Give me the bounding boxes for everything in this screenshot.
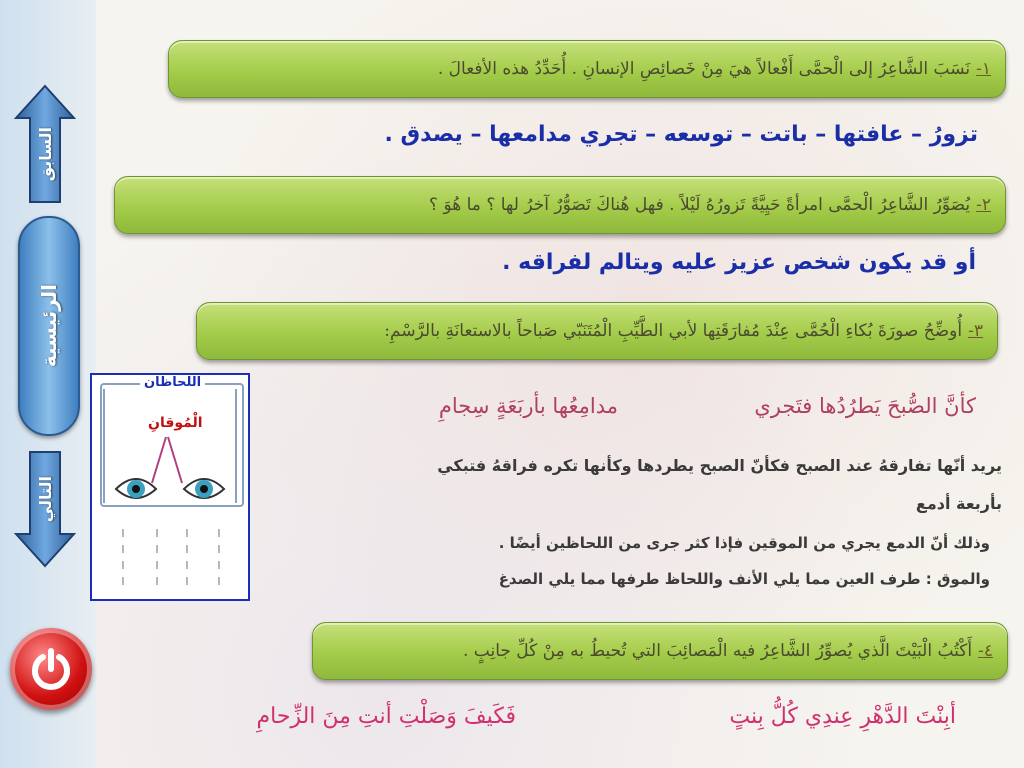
question-3-number: ٣-: [968, 321, 983, 341]
question-3-text: أُوضِّحُ صورَةَ بُكاءِ الْحُمَّى عِنْدَ مُفارَقَتِها لأبي الطَّيِّبِ الْمُتَنَبّي صَباحاً بالاستعانَةِ بالرَّسْمِ:: [384, 321, 963, 341]
eye-diagram: [90, 373, 250, 601]
next-label: التالي: [35, 475, 55, 523]
prev-button[interactable]: [14, 84, 76, 204]
prev-label: السابق: [35, 126, 55, 182]
question-1: [168, 40, 1006, 98]
question-2: [114, 176, 1006, 234]
explanation-line-4: والموق : طرف العين مما يلي الأنف واللحاظ طرفها مما يلي الصدغ: [498, 570, 990, 588]
question-4-number: ٤-: [978, 641, 993, 661]
muq-label: الْمُوقانِ: [148, 415, 203, 431]
verse4-hemistich-2: فَكَيفَ وَصَلْتِ أنتِ مِنَ الزِّحامِ: [256, 704, 516, 729]
question-2-number: ٢-: [976, 195, 991, 215]
verse3-hemistich-2: مدامِعُها بأربَعَةٍ سِجامِ: [438, 394, 618, 418]
question-3: [196, 302, 998, 360]
power-icon: [29, 647, 73, 691]
question-2-text: يُصَوِّرُ الشَّاعِرُ الْحمَّى امرأةً حَيِيَّةً تَزورُهُ لَيْلاً . فهل هُناكَ تَصَوُّرٌ آخرُ لها ؟ ما هُوَ ؟: [429, 195, 971, 215]
eyes-icon: [92, 375, 248, 599]
lahaz-label: اللحاظان: [140, 375, 205, 390]
home-label: الرئيسية: [37, 284, 61, 368]
question-4: [312, 622, 1008, 680]
home-button[interactable]: [18, 216, 80, 436]
question-1-number: ١-: [976, 59, 991, 79]
explanation-line-1: يريد أنّها تفارقهُ عند الصبح فكأنّ الصبح يطردها وكأنها تكره فراقهُ فتبكي: [437, 456, 1002, 475]
question-4-text: أَكْتُبُ الْبَيْتَ الَّذي يُصوِّرُ الشَّاعِرُ فيه الْمَصائِبَ التي تُحيطُ به مِنْ كُلِّ جانِبٍ .: [462, 641, 973, 661]
exit-button[interactable]: [10, 628, 92, 710]
explanation-line-3: وذلك أنّ الدمع يجري من الموقين فإذا كثر جرى من اللحاظين أيضًا .: [498, 534, 990, 552]
verse3-hemistich-1: كأنَّ الصُّبحَ يَطرُدُها فتَجري: [754, 394, 976, 418]
question-1-text: نَسَبَ الشَّاعِرُ إلى الْحمَّى أَفْعالاً هيَ مِنْ خَصائِصِ الإنسانِ . أُحَدِّدُ هذه الأفعالَ .: [437, 59, 971, 79]
answer-1: تزورُ – عافتها – باتت – توسعه – تجري مدامعها – يصدق .: [384, 122, 978, 147]
next-button[interactable]: [14, 450, 76, 568]
explanation-line-2: بأربعة أدمع: [915, 494, 1002, 513]
verse4-hemistich-1: أبِنْتَ الدَّهْرِ عِندِي كُلُّ بِنتٍ: [729, 704, 956, 729]
answer-2: أو قد يكون شخص عزيز عليه ويتالم لفراقه .: [502, 250, 976, 275]
